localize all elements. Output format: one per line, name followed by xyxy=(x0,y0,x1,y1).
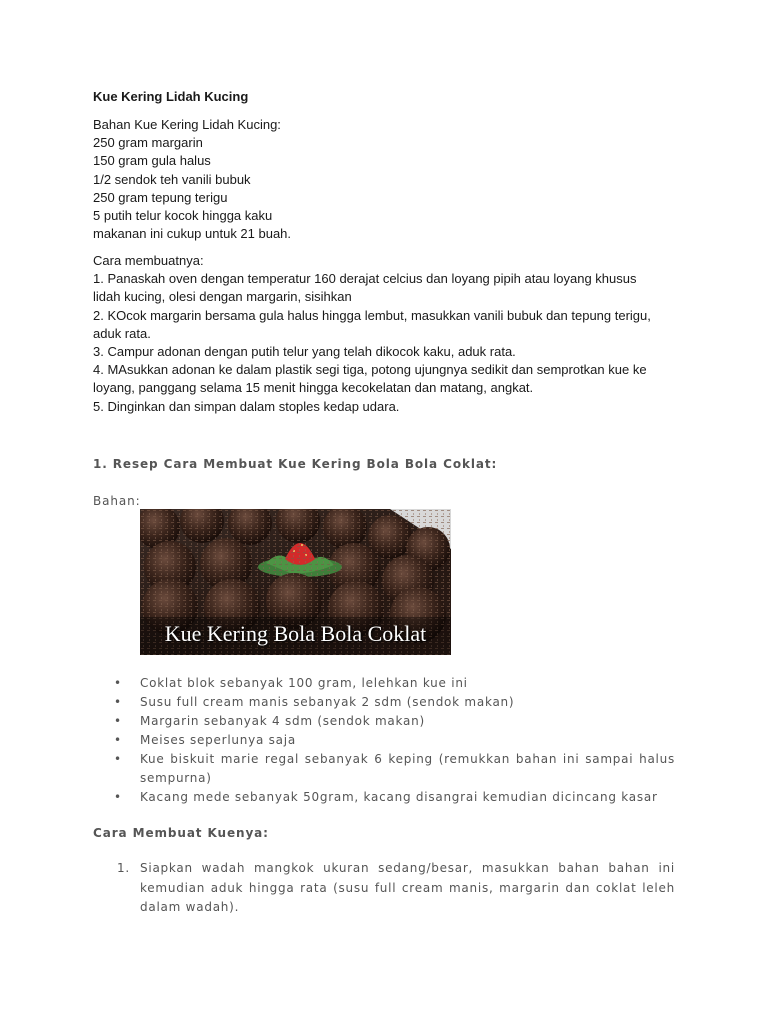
list-item-text: Margarin sebanyak 4 sdm (sendok makan) xyxy=(140,714,425,728)
recipe-title: Kue Kering Lidah Kucing xyxy=(93,89,249,104)
list-item-text: Meises seperlunya saja xyxy=(140,733,296,747)
list-item-text: Kue biskuit marie regal sebanyak 6 keping (remukkan bahan ini sampai halus sempurna) xyxy=(140,752,675,785)
ingredient-line: 5 putih telur kocok hingga kaku xyxy=(93,208,273,224)
step-number: 1. xyxy=(117,861,130,875)
bahan-label: Bahan: xyxy=(93,494,141,508)
bullet-icon: • xyxy=(114,733,122,747)
bullet-icon: • xyxy=(114,676,122,690)
steps-block xyxy=(93,252,651,416)
ingredient-line: 1/2 sendok teh vanili bubuk xyxy=(93,171,251,187)
ingredients-heading: Bahan Kue Kering Lidah Kucing: xyxy=(93,117,281,132)
list-item xyxy=(93,731,675,750)
list-item xyxy=(93,750,675,788)
ingredient-line: 250 gram tepung terigu xyxy=(93,189,228,205)
ingredient-line: 250 gram margarin xyxy=(93,135,203,151)
step-line: loyang, panggang selama 15 menit hingga kecokelatan dan matang, angkat. xyxy=(93,380,534,396)
section-heading: 1. Resep Cara Membuat Kue Kering Bola Bola Coklat: xyxy=(93,457,498,471)
list-item xyxy=(93,712,675,731)
ingredient-bullet-list xyxy=(93,674,675,807)
image-caption: Kue Kering Bola Bola Coklat xyxy=(164,621,427,646)
list-item-text: Susu full cream manis sebanyak 2 sdm (sendok makan) xyxy=(140,695,515,709)
step-line: lidah kucing, olesi dengan margarin, sisihkan xyxy=(93,289,352,305)
bullet-icon: • xyxy=(114,790,122,804)
bullet-icon: • xyxy=(114,714,122,728)
ingredients-block xyxy=(93,116,291,243)
list-item-text: Coklat blok sebanyak 100 gram, lelehkan kue ini xyxy=(140,676,468,690)
list-item xyxy=(93,788,675,807)
step-line: 3. Campur adonan dengan putih telur yang telah dikocok kaku, aduk rata. xyxy=(93,344,516,360)
list-item xyxy=(93,674,675,693)
step-line: 4. MAsukkan adonan ke dalam plastik segi tiga, potong ujungnya sedikit dan semprotkan kue ke xyxy=(93,362,647,378)
method-step-list xyxy=(93,859,675,918)
list-item xyxy=(93,693,675,712)
step-line: 2. KOcok margarin bersama gula halus hingga lembut, masukkan vanili bubuk dan tepung terigu, xyxy=(93,307,651,323)
step-line: 1. Panaskah oven dengan temperatur 160 derajat celcius dan loyang pipih atau loyang khusus xyxy=(93,271,637,287)
method-heading: Cara Membuat Kuenya: xyxy=(93,826,269,840)
steps-heading: Cara membuatnya: xyxy=(93,253,204,268)
chocolate-balls-photo xyxy=(140,509,451,655)
step-line: 5. Dinginkan dan simpan dalam stoples kedap udara. xyxy=(93,398,400,414)
ingredient-line: makanan ini cukup untuk 21 buah. xyxy=(93,226,292,242)
list-item xyxy=(93,859,675,918)
list-item-text: Kacang mede sebanyak 50gram, kacang disangrai kemudian dicincang kasar xyxy=(140,790,658,804)
ingredient-line: 150 gram gula halus xyxy=(93,153,211,169)
bullet-icon: • xyxy=(114,695,122,709)
step-text: Siapkan wadah mangkok ukuran sedang/besar, masukkan bahan bahan ini kemudian aduk hingga rata (susu full cream manis, margarin dan coklat leleh dalam wadah). xyxy=(140,861,675,914)
bullet-icon: • xyxy=(114,752,122,766)
step-line: aduk rata. xyxy=(93,325,151,341)
